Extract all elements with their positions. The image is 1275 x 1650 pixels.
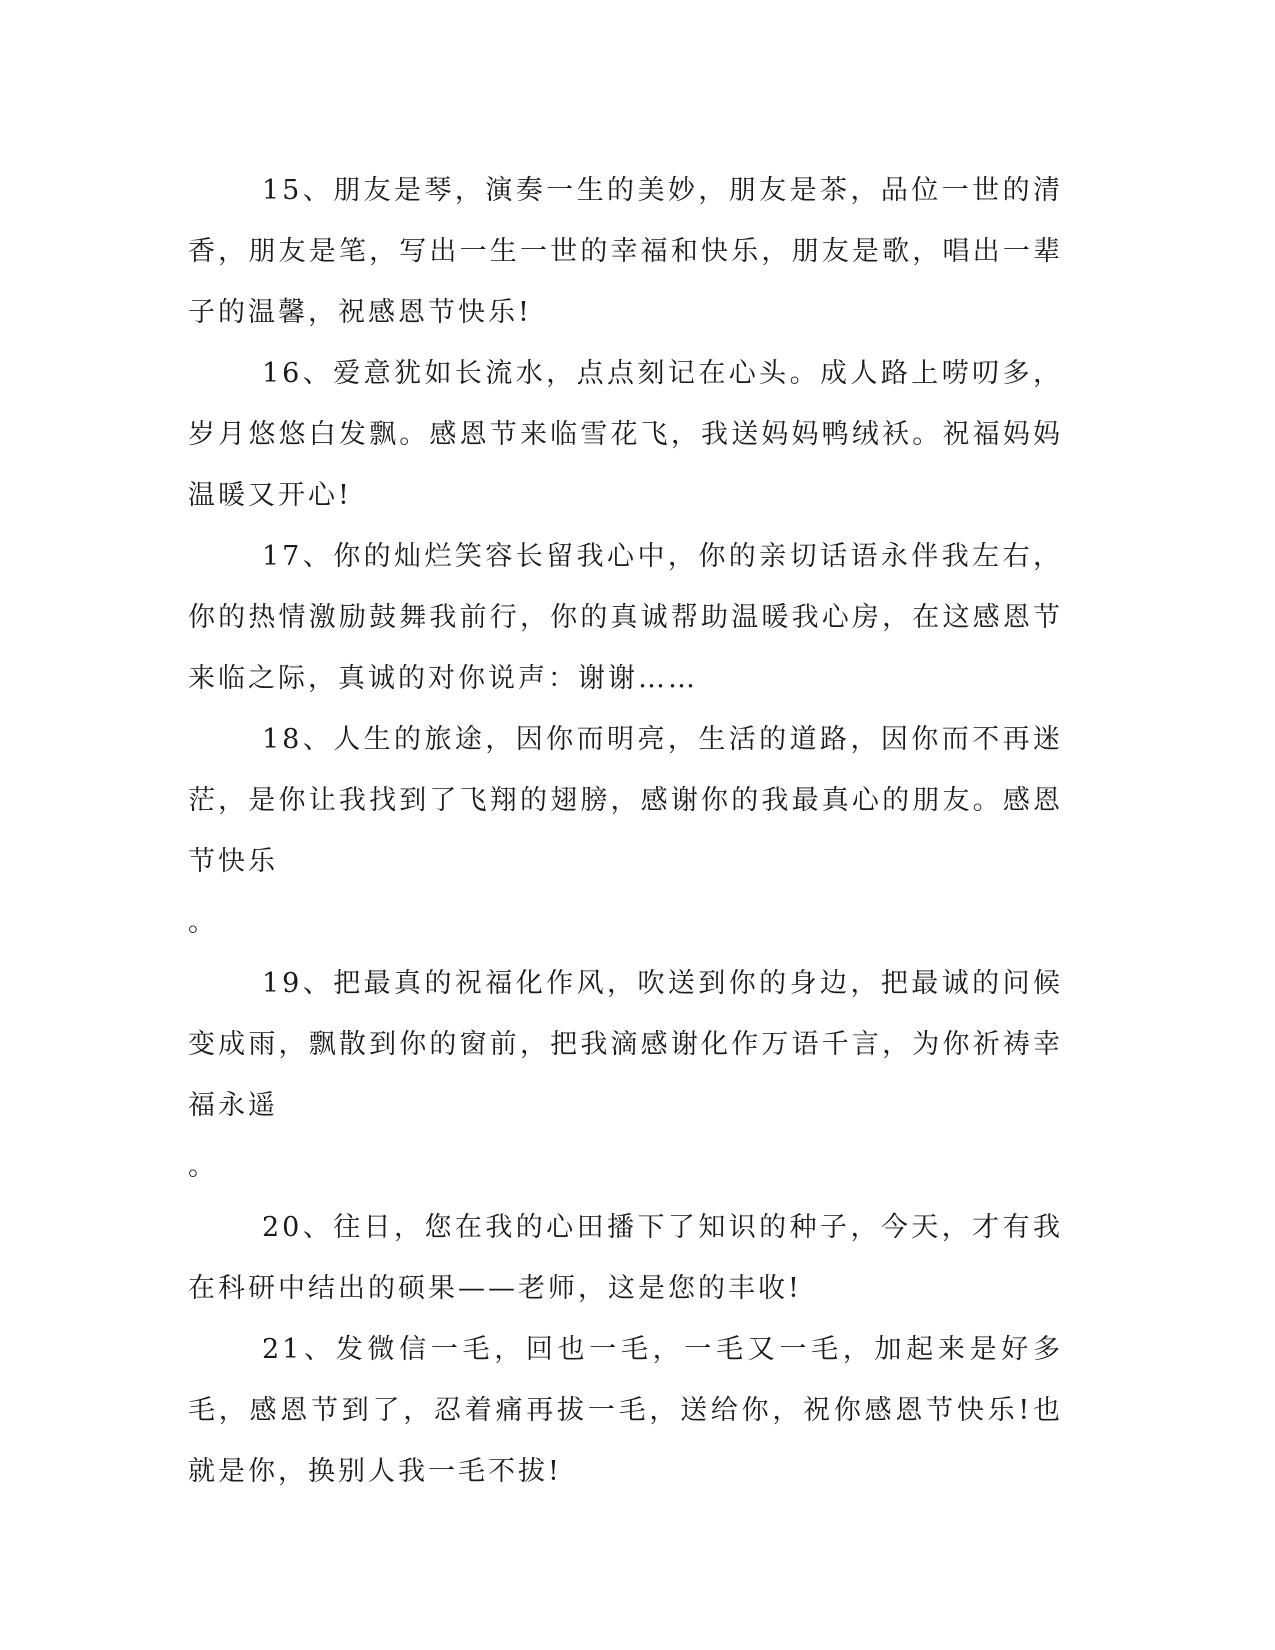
paragraph-20: 20、往日，您在我的心田播下了知识的种子，今天，才有我在科研中结出的硕果——老师，这是您的丰收! bbox=[188, 1212, 1063, 1304]
paragraph-21: 21、发微信一毛，回也一毛，一毛又一毛，加起来是好多毛，感恩节到了，忍着痛再拔一毛，送给你，祝你感恩节快乐!也就是你，换别人我一毛不拔! bbox=[188, 1334, 1063, 1487]
paragraph-17: 17、你的灿烂笑容长留我心中，你的亲切话语永伴我左右，你的热情激励鼓舞我前行，你的真诚帮助温暖我心房，在这感恩节来临之际，真诚的对你说声：谢谢…… bbox=[188, 541, 1063, 694]
paragraph-16: 16、爱意犹如长流水，点点刻记在心头。成人路上唠叨多，岁月悠悠白发飘。感恩节来临雪花飞，我送妈妈鸭绒袄。祝福妈妈温暖又开心! bbox=[188, 358, 1063, 511]
paragraph-15: 15、朋友是琴，演奏一生的美妙，朋友是茶，品位一世的清香，朋友是笔，写出一生一世的幸福和快乐，朋友是歌，唱出一辈子的温馨，祝感恩节快乐! bbox=[188, 175, 1063, 328]
paragraph-19: 19、把最真的祝福化作风，吹送到你的身边，把最诚的问候变成雨，飘散到你的窗前，把我滴感谢化作万语千言，为你祈祷幸福永遥 。 bbox=[188, 968, 1063, 1182]
paragraph-18: 18、人生的旅途，因你而明亮，生活的道路，因你而不再迷茫，是你让我找到了飞翔的翅膀，感谢你的我最真心的朋友。感恩节快乐 。 bbox=[188, 724, 1063, 938]
document-body bbox=[188, 160, 1063, 1502]
